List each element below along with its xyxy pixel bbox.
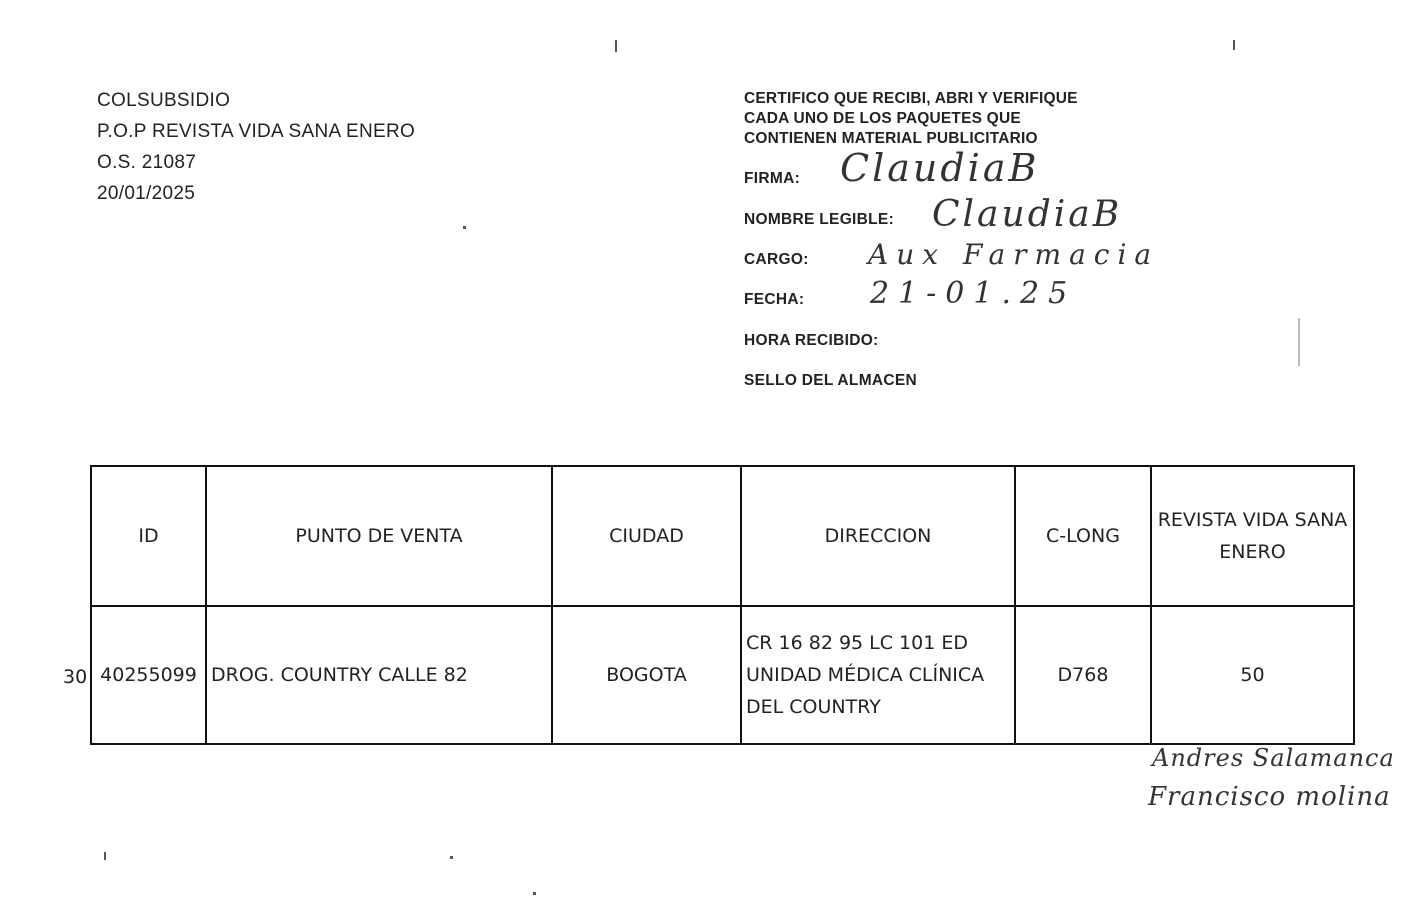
header-punto-venta: PUNTO DE VENTA [206,466,552,606]
nombre-signature: ClaudiaB [932,194,1123,235]
cert-line-1: CERTIFICO QUE RECIBI, ABRI Y VERIFIQUE [744,90,1078,107]
firma-signature: ClaudiaB [840,146,1040,190]
cert-line-2: CADA UNO DE LOS PAQUETES QUE [744,110,1021,127]
firma-label: FIRMA: [744,170,801,187]
document-header [97,88,415,212]
cell-revista: 50 [1151,606,1354,744]
project-title: P.O.P REVISTA VIDA SANA ENERO [97,121,416,142]
cell-c-long: D768 [1015,606,1151,744]
table-row [91,606,1354,744]
cell-punto-venta: DROG. COUNTRY CALLE 82 [206,606,552,744]
cert-line-3: CONTIENEN MATERIAL PUBLICITARIO [744,130,1038,147]
fecha-label: FECHA: [744,291,805,308]
certification-text [744,89,1174,149]
cargo-handwriting: Aux Farmacia [868,238,1160,271]
scan-speck [1298,318,1300,366]
cell-direccion: CR 16 82 95 LC 101 ED UNIDAD MÉDICA CLÍNICA DEL COUNTRY [741,606,1015,744]
scan-speck [1233,40,1235,50]
row-number: 30 [63,666,88,688]
signature-1: Andres Salamanca [1152,744,1395,772]
scan-speck [104,852,106,860]
scan-speck [615,40,617,52]
header-direccion: DIRECCION [741,466,1015,606]
header-id: ID [91,466,206,606]
fecha-handwriting: 21-01.25 [870,276,1077,311]
cell-id: 40255099 [91,606,206,744]
document-date: 20/01/2025 [97,183,196,204]
scan-speck [533,892,536,895]
order-number: O.S. 21087 [97,152,197,173]
cell-ciudad: BOGOTA [552,606,741,744]
delivery-table [90,465,1355,745]
header-c-long: C-LONG [1015,466,1151,606]
scan-speck [450,856,453,859]
header-revista: REVISTA VIDA SANA ENERO [1151,466,1354,606]
cargo-label: CARGO: [744,251,809,268]
signature-2: Francisco molina [1148,782,1391,812]
nombre-label: NOMBRE LEGIBLE: [744,211,895,228]
scan-speck [463,226,466,229]
sello-label: SELLO DEL ALMACEN [744,372,918,389]
hora-label: HORA RECIBIDO: [744,332,879,349]
company-name: COLSUBSIDIO [97,90,231,111]
table-header-row [91,466,1354,606]
header-ciudad: CIUDAD [552,466,741,606]
